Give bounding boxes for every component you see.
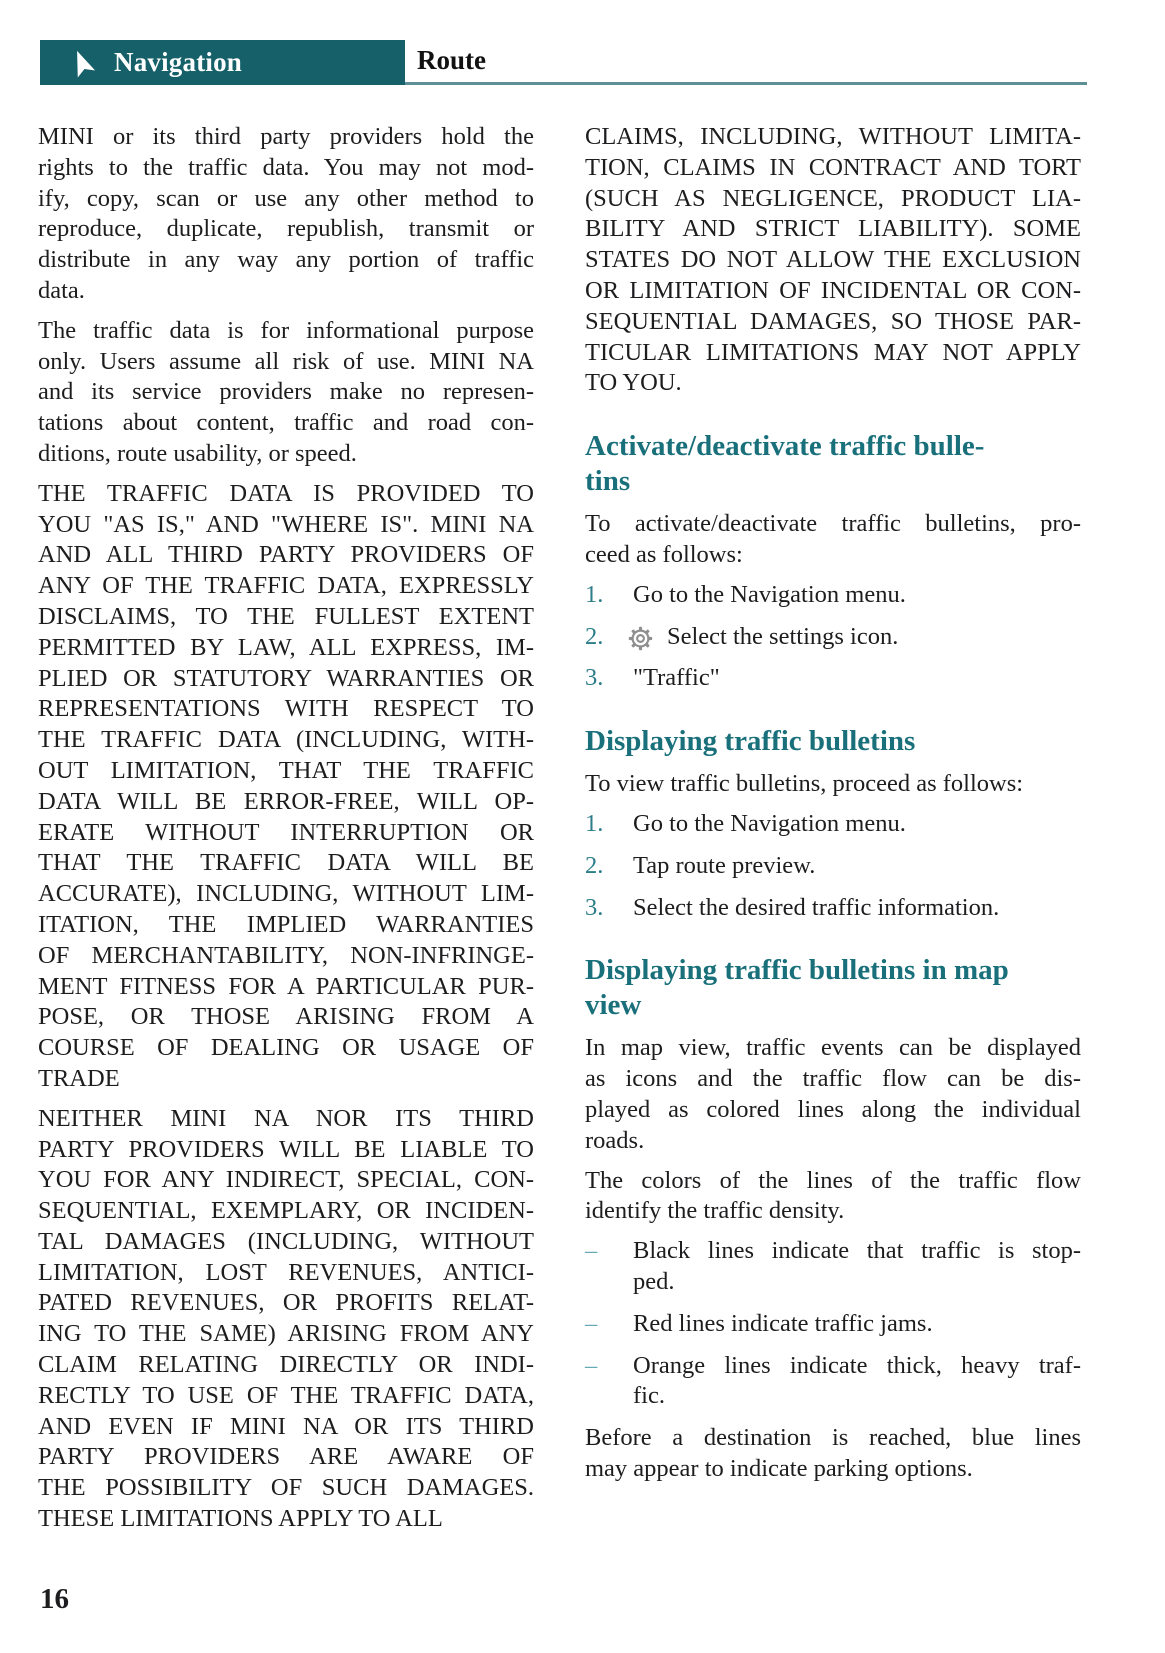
text-line: OR LIMITATION OF INCIDENTAL OR CON- [585,276,1081,304]
text-line: STATES DO NOT ALLOW THE EXCLUSION [585,246,1081,274]
heading-line: tins [585,465,631,498]
list-item [585,1309,1081,1340]
text-line: The traffic data is for informational purpose [38,316,534,344]
text-line: roads. [585,1126,645,1154]
text-line: TRADE [38,1064,120,1092]
text-line: ERATE WITHOUT INTERRUPTION OR [38,818,534,846]
text-line: ditions, route usability, or speed. [38,439,357,467]
text-line: MINI or its third party providers hold the [38,123,534,150]
text-line: AND ALL THIRD PARTY PROVIDERS OF [38,541,534,569]
text-line: only. Users assume all risk of use. MINI NA [38,347,534,375]
list-item-text [633,1236,1081,1298]
text-line: AND EVEN IF MINI NA OR ITS THIRD [38,1412,534,1440]
text-line: To view traffic bulletins, proceed as follows: [585,770,1024,798]
dash-bullet-icon: – [585,1237,598,1265]
text-line: and its service providers make no represen- [38,378,534,406]
text-line: In map view, traffic events can be displayed [585,1034,1081,1062]
text-line: CLAIM RELATING DIRECTLY OR INDI- [38,1351,534,1379]
text-line: Go to the Navigation menu. [633,580,906,608]
list-item-text [633,663,1081,694]
text-line: Tap route preview. [633,851,816,879]
list-number: 2. [585,622,604,650]
text-line: SEQUENTIAL DAMAGES, SO THOSE PAR- [585,307,1081,335]
right-text-column [585,122,1081,1494]
text-line: The colors of the lines of the traffic flow [585,1166,1081,1194]
list-item [585,809,1081,840]
text-line: TO YOU. [585,369,682,397]
list-number: 3. [585,893,604,921]
text-line: reproduce, duplicate, republish, transmit or [38,215,534,243]
list-item-text [667,622,1081,653]
navigation-arrow-icon [67,48,97,78]
section-heading [585,724,1081,759]
chapter-tab [40,40,405,85]
text-line: OUT LIMITATION, THAT THE TRAFFIC [38,756,534,784]
paragraph [585,122,1081,399]
section-heading [585,429,1081,499]
section-label: Route [417,45,486,75]
text-line: PARTY PROVIDERS WILL BE LIABLE TO [38,1135,534,1163]
paragraph [38,1104,534,1535]
list-item [585,851,1081,882]
text-line: Select the desired traffic information. [633,893,1000,921]
list-item-text [633,1309,1081,1340]
paragraph [585,1033,1081,1156]
list-number: 1. [585,580,604,608]
settings-gear-icon [627,625,654,652]
paragraph [585,509,1081,571]
heading-line: Activate/deactivate traffic bulle- [585,430,985,463]
paragraph [38,479,534,1095]
text-line: CLAIMS, INCLUDING, WITHOUT LIMITA- [585,123,1081,150]
text-line: ACCURATE), INCLUDING, WITHOUT LIM- [38,880,534,908]
text-line: may appear to indicate parking options. [585,1454,973,1482]
dash-bullet-icon: – [585,1351,598,1379]
page-number: 16 [40,1583,69,1615]
text-line: Before a destination is reached, blue lines [585,1424,1081,1452]
text-line: distribute in any way any portion of traffic [38,246,534,274]
text-line: REPRESENTATIONS WITH RESPECT TO [38,695,534,723]
section-heading [585,953,1081,1023]
text-line: POSE, OR THOSE ARISING FROM A [38,1003,534,1031]
text-line: PERMITTED BY LAW, ALL EXPRESS, IM- [38,633,534,661]
numbered-list [585,580,1081,694]
text-line: Black lines indicate that traffic is stop- [633,1237,1081,1265]
text-line: OF MERCHANTABILITY, NON-INFRINGE- [38,941,534,969]
text-line: COURSE OF DEALING OR USAGE OF [38,1034,534,1062]
text-line: PATED REVENUES, OR PROFITS RELAT- [38,1289,534,1317]
chapter-tab-label: Navigation [114,47,243,77]
text-line: DISCLAIMS, TO THE FULLEST EXTENT [38,602,534,630]
list-item-text [633,1351,1081,1413]
text-line: ped. [633,1267,675,1295]
text-line: as icons and the traffic flow can be dis- [585,1065,1081,1093]
text-line: YOU FOR ANY INDIRECT, SPECIAL, CON- [38,1166,534,1194]
numbered-list [585,809,1081,923]
list-item [585,663,1081,694]
text-line: identify the traffic density. [585,1197,845,1225]
text-line: THAT THE TRAFFIC DATA WILL BE [38,849,534,877]
text-line: To activate/deactivate traffic bulletins, pro- [585,510,1081,538]
list-item-text [633,893,1081,924]
text-line: TICULAR LIMITATIONS MAY NOT APPLY [585,338,1081,366]
paragraph [585,1166,1081,1228]
text-line: Select the settings icon. [667,622,899,650]
text-line: RECTLY TO USE OF THE TRAFFIC DATA, [38,1381,534,1409]
heading-line: view [585,989,642,1022]
list-item [585,580,1081,611]
text-line: "Traffic" [633,664,720,692]
heading-line: Displaying traffic bulletins [585,725,916,758]
text-line: tations about content, traffic and road con- [38,409,534,437]
dash-list [585,1236,1081,1412]
text-line: ANY OF THE TRAFFIC DATA, EXPRESSLY [38,572,534,600]
text-line: Red lines indicate traffic jams. [633,1309,933,1337]
text-line: MENT FITNESS FOR A PARTICULAR PUR- [38,972,534,1000]
text-line: PARTY PROVIDERS ARE AWARE OF [38,1443,534,1471]
list-number: 3. [585,664,604,692]
text-line: Orange lines indicate thick, heavy traf- [633,1351,1081,1379]
text-line: ING TO THE SAME) ARISING FROM ANY [38,1320,534,1348]
list-item [585,1351,1081,1413]
text-line: THE TRAFFIC DATA IS PROVIDED TO [38,479,534,507]
paragraph [585,1423,1081,1485]
text-line: played as colored lines along the individual [585,1095,1081,1123]
paragraph [38,316,534,470]
text-line: data. [38,276,85,304]
list-item-text [633,809,1081,840]
list-number: 2. [585,851,604,879]
list-item [585,1236,1081,1298]
text-line: YOU "AS IS," AND "WHERE IS". MINI NA [38,510,534,538]
text-line: rights to the traffic data. You may not mod- [38,153,534,181]
heading-line: Displaying traffic bulletins in map [585,954,1009,987]
text-line: THE POSSIBILITY OF SUCH DAMAGES. [38,1474,534,1502]
dash-bullet-icon: – [585,1309,598,1337]
text-line: NEITHER MINI NA NOR ITS THIRD [38,1104,534,1132]
text-line: LIMITATION, LOST REVENUES, ANTICI- [38,1258,534,1286]
text-line: ify, copy, scan or use any other method to [38,184,534,212]
paragraph [585,769,1081,800]
list-item-text [633,580,1081,611]
text-line: DATA WILL BE ERROR-FREE, WILL OP- [38,787,534,815]
list-item [585,622,1081,653]
text-line: TION, CLAIMS IN CONTRACT AND TORT [585,153,1081,181]
text-line: PLIED OR STATUTORY WARRANTIES OR [38,664,534,692]
text-line: SEQUENTIAL, EXEMPLARY, OR INCIDEN- [38,1197,534,1225]
text-line: BILITY AND STRICT LIABILITY). SOME [585,215,1081,243]
text-line: THESE LIMITATIONS APPLY TO ALL [38,1505,443,1533]
text-line: TAL DAMAGES (INCLUDING, WITHOUT [38,1227,534,1255]
list-number: 1. [585,809,604,837]
text-line: Go to the Navigation menu. [633,809,906,837]
text-line: ceed as follows: [585,540,743,568]
list-item [585,893,1081,924]
paragraph [38,122,534,307]
text-line: THE TRAFFIC DATA (INCLUDING, WITH- [38,726,534,754]
text-line: ITATION, THE IMPLIED WARRANTIES [38,910,534,938]
text-line: fic. [633,1382,665,1410]
list-item-text [633,851,1081,882]
text-line: (SUCH AS NEGLIGENCE, PRODUCT LIA- [585,184,1081,212]
left-text-column [38,122,534,1544]
